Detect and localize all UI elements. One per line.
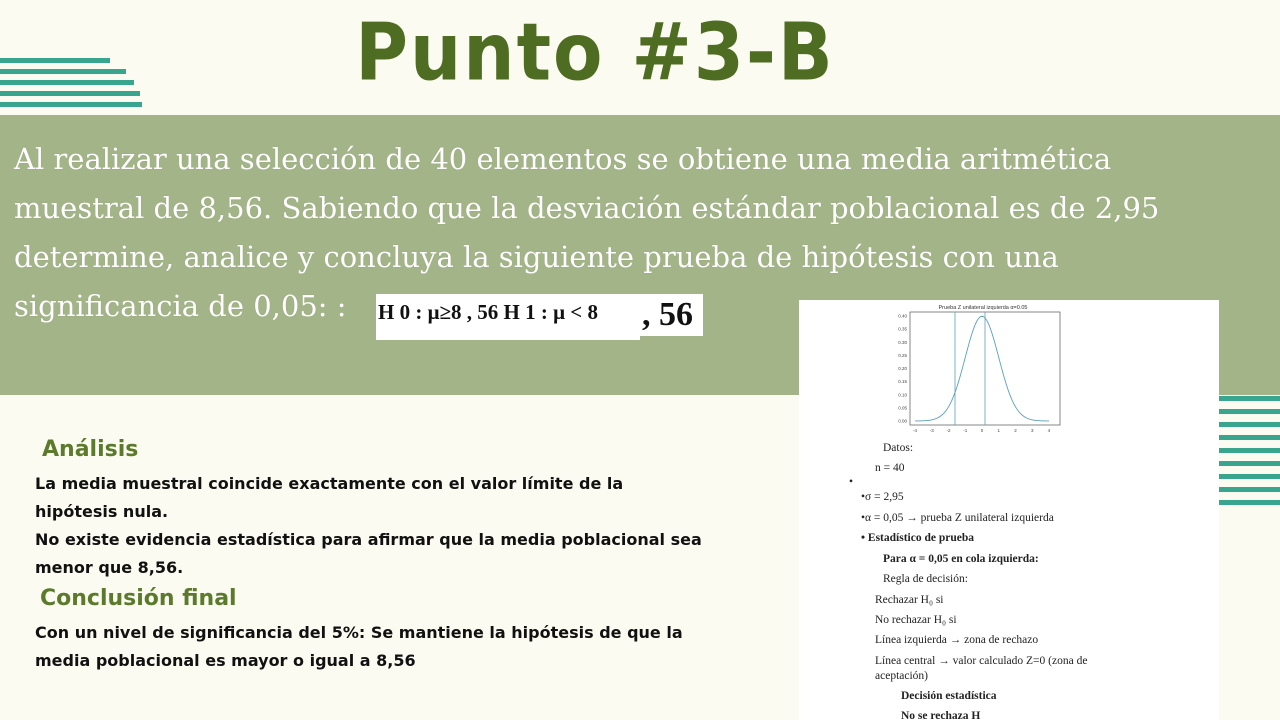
solution-document	[799, 300, 1219, 720]
y-tick-label: 0.35	[898, 326, 907, 332]
conclusion-line: media poblacional es mayor o igual a 8,56	[35, 651, 416, 670]
hypothesis-formula: H 0 : μ≥8 , 56 H 1 : μ < 8	[376, 294, 640, 340]
no-rechazar-rule: No rechazar H₀ si	[875, 614, 957, 626]
linea-izquierda: Línea izquierda → zona de rechazo	[875, 634, 1039, 646]
n-value: n = 40	[875, 462, 905, 474]
regla-decision: Regla de decisión:	[883, 573, 968, 585]
x-tick-label: 0	[980, 428, 984, 433]
problem-line: determine, analice y concluya la siguiente prueba de hipótesis con una	[14, 240, 1059, 274]
bullet: •	[849, 476, 854, 488]
decision-heading: Decisión estadística	[901, 690, 997, 702]
analysis-line: hipótesis nula.	[35, 502, 169, 521]
conclusion-line: Con un nivel de significancia del 5%: Se mantiene la hipótesis de que la	[35, 623, 683, 642]
problem-line: significancia de 0,05: :	[14, 289, 347, 323]
x-tick-label: -1	[963, 428, 968, 433]
conclusion-text	[35, 619, 725, 675]
x-tick-label: -3	[929, 428, 934, 433]
conclusion-heading: Conclusión final	[40, 586, 237, 611]
estadistico-heading: • Estadístico de prueba	[861, 532, 974, 544]
x-tick-label: -2	[946, 428, 951, 433]
alpha-value: •α = 0,05 → prueba Z unilateral izquierda	[861, 512, 1054, 524]
x-tick-label: 1	[997, 428, 1001, 433]
analysis-line: La media muestral coincide exactamente con el valor límite de la	[35, 474, 624, 493]
y-tick-label: 0.00	[898, 418, 907, 424]
para-alpha: Para α = 0,05 en cola izquierda:	[883, 553, 1039, 565]
rechazar-rule: Rechazar H₀ si	[875, 594, 944, 606]
y-tick-label: 0.05	[898, 405, 907, 411]
y-tick-label: 0.10	[898, 392, 907, 398]
linea-central-cont: aceptación)	[875, 670, 928, 682]
x-tick-label: 3	[1030, 428, 1034, 433]
y-tick-label: 0.15	[898, 379, 907, 385]
plot-title: Prueba Z unilateral izquierda α=0.05	[938, 305, 1028, 311]
problem-line: Al realizar una selección de 40 elementos se obtiene una media aritmética	[14, 142, 1112, 176]
slide-title: Punto #3-B	[355, 5, 835, 99]
y-tick-label: 0.30	[898, 339, 907, 345]
x-tick-label: 4	[1047, 428, 1051, 433]
y-tick-label: 0.20	[898, 366, 907, 371]
hypothesis-formula-tail: , 56	[640, 294, 703, 336]
analysis-line: No existe evidencia estadística para afirmar que la media poblacional sea	[35, 530, 702, 549]
y-tick-label: 0.25	[898, 352, 907, 358]
analysis-text	[35, 470, 725, 582]
analysis-heading: Análisis	[42, 437, 139, 462]
x-tick-label: 2	[1014, 428, 1017, 433]
decorative-stripes-right	[1218, 396, 1280, 508]
y-tick-label: 0.40	[898, 313, 907, 319]
linea-central: Línea central → valor calculado Z=0 (zona de	[875, 655, 1088, 667]
x-tick-label: -4	[912, 428, 918, 433]
sigma-value: •σ = 2,95	[861, 491, 904, 503]
datos-label: Datos:	[883, 442, 914, 454]
analysis-line: menor que 8,56.	[35, 558, 184, 577]
problem-line: muestral de 8,56. Sabiendo que la desviación estándar poblacional es de 2,95	[14, 191, 1160, 225]
no-rechaza: No se rechaza H	[901, 710, 981, 720]
